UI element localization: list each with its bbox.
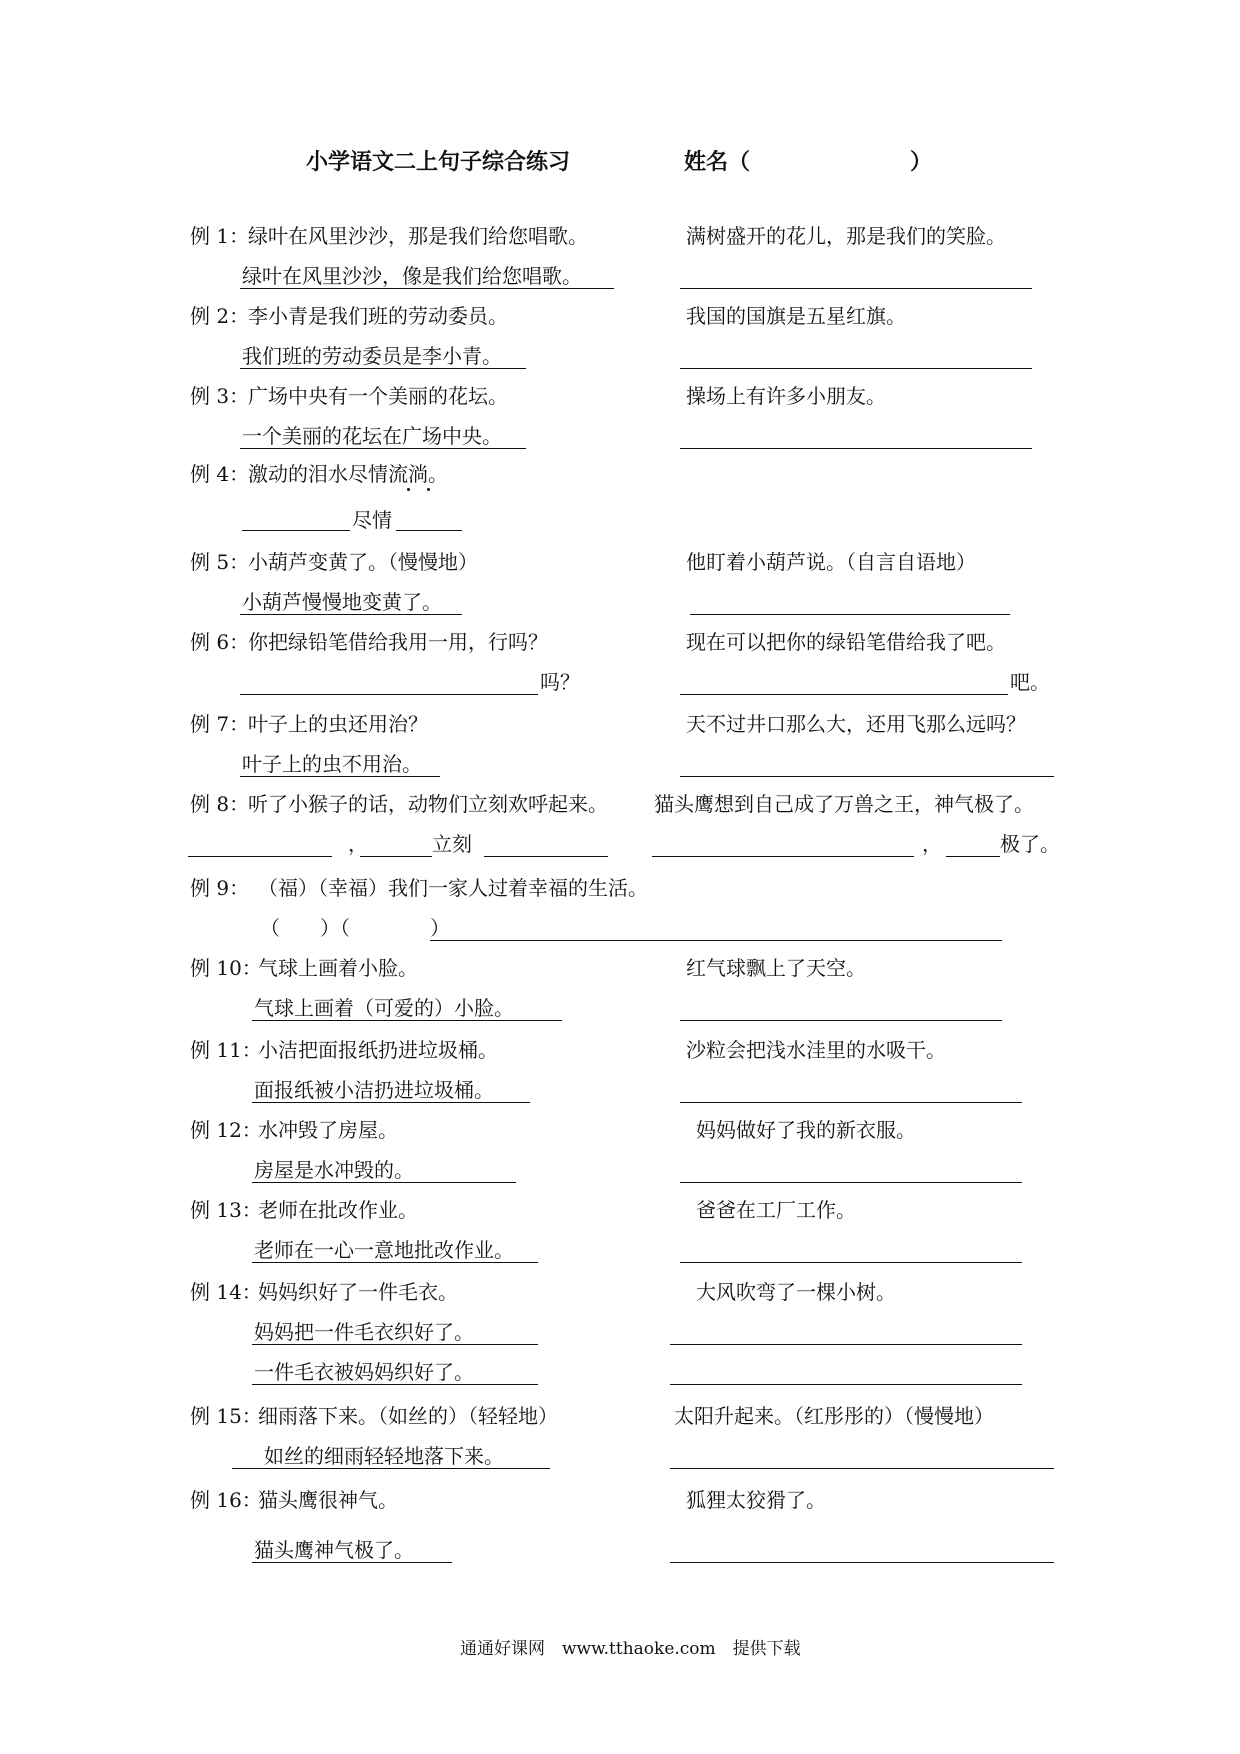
example-1-answer: 绿叶在风里沙沙，像是我们给您唱歌。 xyxy=(242,264,582,288)
example-11-answer: 面报纸被小洁扔进垃圾桶。 xyxy=(254,1078,494,1102)
example-11-label: 例 11： xyxy=(190,1038,262,1062)
example-16-label: 例 16： xyxy=(190,1488,262,1512)
example-3-sentence: 广场中央有一个美丽的花坛。 xyxy=(248,384,508,408)
example-8-left-word: 立刻 xyxy=(432,832,472,856)
example-2-answer: 我们班的劳动委员是李小青。 xyxy=(242,344,502,368)
example-2-label: 例 2： xyxy=(190,304,250,328)
example-16-exercise: 狐狸太狡猾了。 xyxy=(686,1488,826,1512)
example-12-answer: 房屋是水冲毁的。 xyxy=(254,1158,414,1182)
example-5-exercise: 他盯着小葫芦说。（自言自语地） xyxy=(686,550,976,574)
example-12-sentence: 水冲毁了房屋。 xyxy=(258,1118,398,1142)
example-8-label: 例 8： xyxy=(190,792,250,816)
example-11-blank[interactable] xyxy=(680,1102,1022,1103)
example-7-label: 例 7： xyxy=(190,712,250,736)
example-4-sentence: 激动的泪水尽情流淌。 xyxy=(248,462,448,486)
emphasis-dot xyxy=(407,488,410,491)
example-8-blank-4[interactable] xyxy=(652,856,914,857)
example-8-right-word: 极了。 xyxy=(1000,832,1060,856)
example-4-label: 例 4： xyxy=(190,462,250,486)
example-14-answer-1: 妈妈把一件毛衣织好了。 xyxy=(254,1320,474,1344)
example-10-answer: 气球上画着（可爱的）小脸。 xyxy=(254,996,514,1020)
example-6-right-blank[interactable] xyxy=(680,694,1008,695)
example-3-blank[interactable] xyxy=(680,448,1032,449)
example-14-answer-2-underline xyxy=(252,1384,538,1385)
page-title: 小学语文二上句子综合练习 xyxy=(306,149,571,175)
example-7-blank[interactable] xyxy=(680,776,1054,777)
example-8-blank-2[interactable] xyxy=(360,856,432,857)
example-1-exercise: 满树盛开的花儿，那是我们的笑脸。 xyxy=(686,224,1006,248)
example-1-label: 例 1： xyxy=(190,224,250,248)
example-11-exercise: 沙粒会把浅水洼里的水吸干。 xyxy=(686,1038,946,1062)
example-9-label: 例 9： xyxy=(190,876,250,900)
example-13-exercise: 爸爸在工厂工作。 xyxy=(696,1198,856,1222)
example-15-blank[interactable] xyxy=(670,1468,1054,1469)
example-5-answer-underline xyxy=(240,614,462,615)
example-5-answer: 小葫芦慢慢地变黄了。 xyxy=(242,590,442,614)
example-12-exercise: 妈妈做好了我的新衣服。 xyxy=(696,1118,916,1142)
footer-credit: 通通好课网 www.tthaoke.com 提供下载 xyxy=(460,1639,801,1659)
example-14-answer-1-underline xyxy=(252,1344,538,1345)
example-15-sentence: 细雨落下来。（如丝的）（轻轻地） xyxy=(258,1404,558,1428)
example-15-exercise: 太阳升起来。（红彤彤的）（慢慢地） xyxy=(674,1404,994,1428)
example-1-blank[interactable] xyxy=(680,288,1032,289)
example-10-sentence: 气球上画着小脸。 xyxy=(258,956,418,980)
example-10-blank[interactable] xyxy=(680,1020,1002,1021)
example-8-exercise: 猫头鹰想到自己成了万兽之王，神气极了。 xyxy=(654,792,1034,816)
example-10-answer-underline xyxy=(252,1020,562,1021)
example-16-blank[interactable] xyxy=(670,1562,1054,1563)
name-close-paren: ） xyxy=(910,149,933,175)
example-16-sentence: 猫头鹰很神气。 xyxy=(258,1488,398,1512)
example-5-label: 例 5： xyxy=(190,550,250,574)
example-13-answer-underline xyxy=(252,1262,538,1263)
example-6-exercise: 现在可以把你的绿铅笔借给我了吧。 xyxy=(686,630,1006,654)
example-7-exercise: 天不过井口那么大，还用飞那么远吗？ xyxy=(686,712,1026,736)
example-14-label: 例 14： xyxy=(190,1280,262,1304)
example-16-answer: 猫头鹰神气极了。 xyxy=(254,1538,414,1562)
emphasis-dot xyxy=(427,488,430,491)
example-3-answer: 一个美丽的花坛在广场中央。 xyxy=(242,424,502,448)
example-6-label: 例 6： xyxy=(190,630,250,654)
example-7-sentence: 叶子上的虫还用治？ xyxy=(248,712,428,736)
example-4-blank-word: 尽情 xyxy=(352,508,392,532)
example-14-blank-2[interactable] xyxy=(670,1384,1022,1385)
example-2-answer-underline xyxy=(240,368,526,369)
example-9-blank-parens[interactable]: （ ）（ ） xyxy=(260,916,450,940)
example-6-left-blank[interactable] xyxy=(240,694,538,695)
example-14-blank-1[interactable] xyxy=(670,1344,1022,1345)
example-11-answer-underline xyxy=(252,1102,530,1103)
example-3-exercise: 操场上有许多小朋友。 xyxy=(686,384,886,408)
example-15-answer: 如丝的细雨轻轻地落下来。 xyxy=(264,1444,504,1468)
example-12-answer-underline xyxy=(252,1182,516,1183)
example-9-sentence: （福）（幸福）我们一家人过着幸福的生活。 xyxy=(258,876,648,900)
example-11-sentence: 小洁把面报纸扔进垃圾桶。 xyxy=(258,1038,498,1062)
example-7-answer: 叶子上的虫不用治。 xyxy=(242,752,422,776)
example-8-sentence: 听了小猴子的话，动物们立刻欢呼起来。 xyxy=(248,792,608,816)
example-3-answer-underline xyxy=(240,448,526,449)
example-15-answer-underline xyxy=(232,1468,550,1469)
example-15-label: 例 15： xyxy=(190,1404,262,1428)
name-label: 姓名（ xyxy=(684,149,751,175)
example-4-blank-after[interactable] xyxy=(396,530,462,531)
example-13-sentence: 老师在批改作业。 xyxy=(258,1198,418,1222)
example-8-blank-3[interactable] xyxy=(484,856,608,857)
example-2-exercise: 我国的国旗是五星红旗。 xyxy=(686,304,906,328)
example-10-label: 例 10： xyxy=(190,956,262,980)
example-14-exercise: 大风吹弯了一棵小树。 xyxy=(696,1280,896,1304)
example-12-label: 例 12： xyxy=(190,1118,262,1142)
example-2-sentence: 李小青是我们班的劳动委员。 xyxy=(248,304,508,328)
example-5-sentence: 小葫芦变黄了。（慢慢地） xyxy=(248,550,478,574)
example-6-left-tail: 吗？ xyxy=(540,670,580,694)
example-13-blank[interactable] xyxy=(680,1262,1022,1263)
example-10-exercise: 红气球飘上了天空。 xyxy=(686,956,866,980)
example-12-blank[interactable] xyxy=(680,1182,1022,1183)
example-5-blank[interactable] xyxy=(690,614,1010,615)
example-16-answer-underline xyxy=(252,1562,452,1563)
example-7-answer-underline xyxy=(240,776,440,777)
example-3-label: 例 3： xyxy=(190,384,250,408)
example-1-answer-underline xyxy=(240,288,614,289)
example-13-answer: 老师在一心一意地批改作业。 xyxy=(254,1238,514,1262)
example-1-sentence: 绿叶在风里沙沙，那是我们给您唱歌。 xyxy=(248,224,588,248)
example-8-right-comma: ， xyxy=(922,832,942,856)
example-8-blank-1[interactable] xyxy=(188,856,332,857)
example-2-blank[interactable] xyxy=(680,368,1032,369)
example-4-blank-before[interactable] xyxy=(242,530,350,531)
example-14-sentence: 妈妈织好了一件毛衣。 xyxy=(258,1280,458,1304)
example-6-sentence: 你把绿铅笔借给我用一用，行吗？ xyxy=(248,630,548,654)
example-9-blank[interactable] xyxy=(430,940,1002,941)
example-14-answer-2: 一件毛衣被妈妈织好了。 xyxy=(254,1360,474,1384)
example-8-comma: ， xyxy=(348,832,368,856)
example-6-right-tail: 吧。 xyxy=(1010,670,1050,694)
example-8-blank-5[interactable] xyxy=(946,856,1000,857)
example-13-label: 例 13： xyxy=(190,1198,262,1222)
